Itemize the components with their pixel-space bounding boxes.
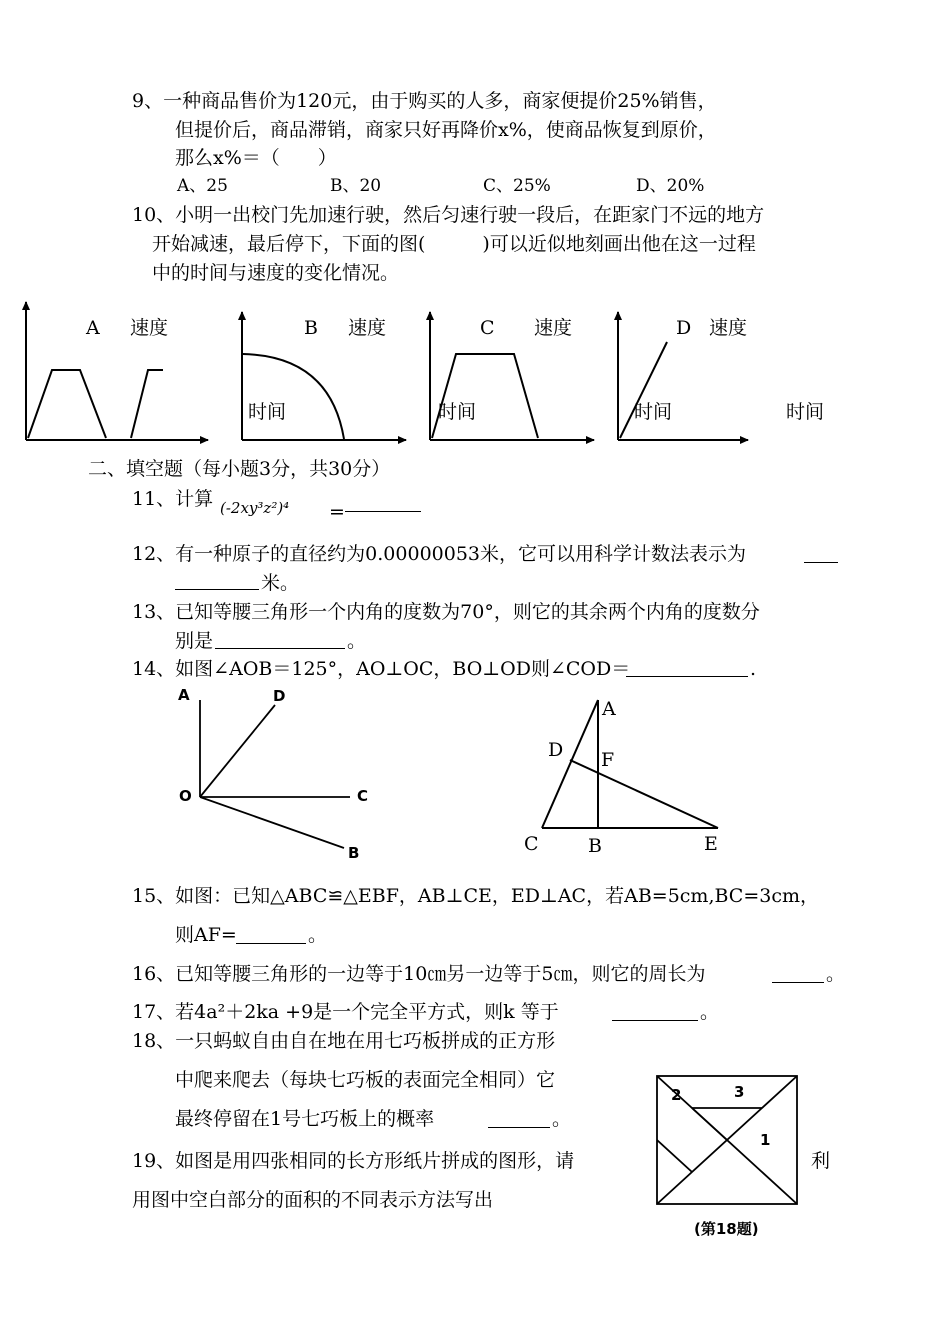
q18-line3-prefix: 最终停留在1号七巧板上的概率 (175, 1108, 435, 1130)
q11-prefix: 11、计算 (132, 488, 214, 510)
q18-blank (488, 1113, 550, 1132)
graph-d-letter: D (676, 317, 692, 339)
q15-label-a: A (602, 698, 616, 720)
graph-a-ylabel: 速度 (130, 317, 169, 339)
q14-label-d: D (273, 687, 286, 705)
q11-expr: (-2xy³z²)⁴ (220, 499, 290, 517)
tangram-label-3: 3 (734, 1083, 745, 1101)
graph-c-ylabel: 速度 (534, 317, 573, 339)
q10-line2: 开始减速，最后停下，下面的图( )可以近似地刻画出他在这一过程 (152, 233, 756, 255)
graph-c-curve (432, 354, 538, 438)
q9-line1: 9、一种商品售价为120元，由于购买的人多，商家便提价25%销售， (132, 90, 717, 112)
graph-c-xlabel: 时间 (438, 401, 477, 423)
q17-text: 17、若4a²＋2ka +9是一个完全平方式，则k 等于 (132, 1001, 559, 1023)
q14-label-b: B (348, 844, 360, 862)
q13-suffix: 。 (347, 630, 367, 652)
q12-blank2 (175, 575, 259, 594)
tangram-label-2: 2 (671, 1086, 682, 1104)
ray-ob (200, 797, 344, 848)
q10-line1: 10、小明一出校门先加速行驶，然后匀速行驶一段后，在距家门不远的地方 (132, 204, 765, 226)
q15-label-b: B (588, 835, 602, 857)
q11-blank (345, 497, 421, 516)
q15-label-c: C (524, 833, 539, 855)
tangram-left-cut (657, 1140, 692, 1172)
graph-d-xlabel: 时间 (634, 401, 673, 423)
q13-line1: 13、已知等腰三角形一个内角的度数为70°，则它的其余两个内角的度数分 (132, 601, 760, 623)
q18-line2: 中爬来爬去（每块七巧板的表面完全相同）它 (175, 1069, 556, 1091)
q14-label-a: A (178, 686, 190, 704)
graph-d-ylabel: 速度 (709, 317, 748, 339)
q15-suffix: 。 (308, 924, 328, 946)
tangram-inner-cut (692, 1108, 727, 1140)
segment-ca (542, 700, 598, 828)
q16-text: 16、已知等腰三角形的一边等于10㎝另一边等于5㎝，则它的周长为 (132, 963, 706, 985)
ray-od (200, 705, 275, 797)
graph-a-letter: A (86, 317, 100, 339)
q14-blank (626, 662, 748, 681)
q15-figure (542, 700, 718, 828)
q19-line2: 用图中空白部分的面积的不同表示方法写出 (132, 1189, 494, 1211)
q12-line1: 12、有一种原子的直径约为0.00000053米，它可以用科学计数法表示为 (132, 543, 747, 565)
q18-line1: 18、一只蚂蚁自由自在地在用七巧板拼成的正方形 (132, 1030, 556, 1052)
segment-de (570, 760, 718, 828)
graph-a-curve1 (28, 370, 106, 438)
q14-label-o: O (179, 787, 192, 805)
q9-option-a: A、25 (177, 176, 228, 196)
q14-figure (200, 700, 350, 848)
graph-b-curve (243, 354, 344, 439)
last-xlabel: 时间 (786, 401, 825, 423)
q15-label-d: D (548, 739, 564, 761)
graph-a-curve2 (131, 370, 163, 438)
q16-blank (772, 968, 824, 987)
q10-line3: 中的时间与速度的变化情况。 (152, 262, 400, 284)
graph-b-xlabel: 时间 (248, 401, 287, 423)
graph-c-letter: C (480, 317, 495, 339)
q15-blank (236, 929, 306, 948)
q15-line2-prefix: 则AF= (175, 924, 237, 946)
q18-suffix: 。 (552, 1108, 572, 1130)
q17-end: 。 (700, 1001, 720, 1023)
q11-eq: = (329, 501, 345, 523)
q9-line3: 那么x%＝（ ） (175, 147, 337, 169)
q13-blank (215, 634, 345, 653)
q9-line2: 但提价后，商品滞销，商家只好再降价x%，使商品恢复到原价， (175, 119, 717, 141)
q14-text: 14、如图∠AOB＝125°，AO⊥OC，BO⊥OD则∠COD＝ (132, 658, 631, 680)
q12-suffix: 米。 (261, 572, 300, 594)
q17-blank (612, 1006, 698, 1025)
q12-blank1 (804, 548, 838, 567)
q14-end: . (750, 658, 757, 680)
q19-line1: 19、如图是用四张相同的长方形纸片拼成的图形，请 (132, 1150, 575, 1172)
graph-b-ylabel: 速度 (348, 317, 387, 339)
graph-a (26, 302, 208, 440)
q14-label-c: C (357, 787, 369, 805)
q16-end: 。 (826, 963, 846, 985)
graph-d-curve (620, 342, 667, 438)
q9-option-b: B、20 (330, 176, 382, 196)
q15-label-e: E (704, 833, 718, 855)
q9-option-d: D、20% (636, 176, 705, 196)
q13-line2-prefix: 别是 (175, 630, 214, 652)
section2-title: 二、填空题（每小题3分，共30分） (88, 458, 391, 480)
q15-line1: 15、如图：已知△ABC≌△EBF，AB⊥CE，ED⊥AC，若AB=5cm,BC=3cm， (132, 885, 820, 907)
q15-label-f: F (601, 749, 615, 771)
q19-line1-end: 利 (811, 1150, 831, 1172)
tangram-caption: (第18题) (694, 1220, 759, 1238)
tangram-label-1: 1 (760, 1131, 771, 1149)
graph-b-letter: B (304, 317, 318, 339)
q9-option-c: C、25% (483, 176, 551, 196)
